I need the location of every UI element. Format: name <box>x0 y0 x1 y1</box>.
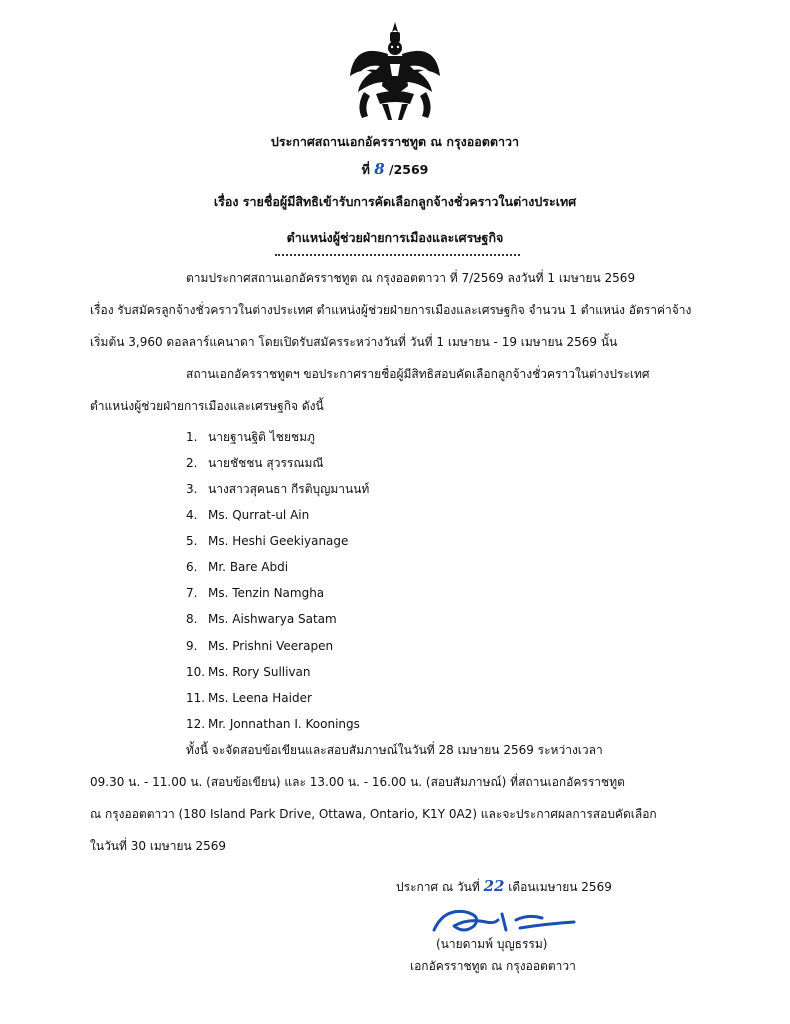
list-item: 8. Ms. Aishwarya Satam <box>186 612 337 626</box>
list-item: 5. Ms. Heshi Geekiyanage <box>186 534 349 548</box>
date-prefix: ประกาศ ณ วันที่ <box>396 880 480 894</box>
dotted-separator <box>275 254 520 256</box>
announcement-number <box>0 160 790 179</box>
signature-icon <box>424 900 594 940</box>
list-item: 3. นางสาวสุคนธา กีรติบุญมานนท์ <box>186 482 370 496</box>
number-prefix: ที่ <box>361 162 370 177</box>
para1-line2: เรื่อง รับสมัครลูกจ้างชั่วคราวในต่างประเทศ ตำแหน่งผู้ช่วยฝ่ายการเมืองและเศรษฐกิจ จำนวน 1 ตำแหน่ง อัตราค่าจ้าง <box>90 303 692 317</box>
para1-line1: ตามประกาศสถานเอกอัครราชทูต ณ กรุงออตตาวา ที่ 7/2569 ลงวันที่ 1 เมษายน 2569 <box>186 271 636 285</box>
subject-line-2: ตำแหน่งผู้ช่วยฝ่ายการเมืองและเศรษฐกิจ <box>286 230 504 245</box>
number-suffix: /2569 <box>389 162 429 177</box>
announcement-date <box>396 878 612 895</box>
date-suffix: เดือนเมษายน 2569 <box>508 880 612 894</box>
handwritten-day: 22 <box>483 877 505 895</box>
list-item: 12. Mr. Jonnathan I. Koonings <box>186 717 360 731</box>
announcement-title: ประกาศสถานเอกอัครราชทูต ณ กรุงออตตาวา <box>270 134 520 149</box>
para2-line2: ตำแหน่งผู้ช่วยฝ่ายการเมืองและเศรษฐกิจ ดังนี้ <box>90 399 324 413</box>
list-item: 7. Ms. Tenzin Namgha <box>186 586 325 600</box>
para3-line3: ณ กรุงออตตาวา (180 Island Park Drive, Ottawa, Ontario, K1Y 0A2) และจะประกาศผลการสอบคัดเลือก <box>90 807 657 821</box>
list-item: 2. นายชัชชน สุวรรณมณี <box>186 456 324 470</box>
list-item: 11. Ms. Leena Haider <box>186 691 312 705</box>
garuda-emblem-icon <box>346 20 444 124</box>
list-item: 9. Ms. Prishni Veerapen <box>186 639 334 653</box>
list-item: 4. Ms. Qurrat-ul Ain <box>186 508 310 522</box>
list-item: 6. Mr. Bare Abdi <box>186 560 289 574</box>
subject-line-1: เรื่อง รายชื่อผู้มีสิทธิเข้ารับการคัดเลือกลูกจ้างชั่วคราวในต่างประเทศ <box>213 194 577 209</box>
handwritten-number: 8 <box>374 160 385 178</box>
list-item: 10. Ms. Rory Sullivan <box>186 665 311 679</box>
list-item: 1. นายฐานฐิติ ไชยชมภู <box>186 430 315 444</box>
para3-line2: 09.30 น. - 11.00 น. (สอบข้อเขียน) และ 13.00 น. - 16.00 น. (สอบสัมภาษณ์) ที่สถานเอกอัครราชทูต <box>90 775 625 789</box>
para1-line3: เริ่มต้น 3,960 ดอลลาร์แคนาดา โดยเปิดรับสมัครระหว่างวันที่ วันที่ 1 เมษายน - 19 เมษายน 2569 นั้น <box>90 335 618 349</box>
para2-line1: สถานเอกอัครราชทูตฯ ขอประกาศรายชื่อผู้มีสิทธิสอบคัดเลือกลูกจ้างชั่วคราวในต่างประเทศ <box>186 367 650 381</box>
signer-title: เอกอัครราชทูต ณ กรุงออตตาวา <box>410 959 576 973</box>
para3-line4: ในวันที่ 30 เมษายน 2569 <box>90 839 227 853</box>
para3-line1: ทั้งนี้ จะจัดสอบข้อเขียนและสอบสัมภาษณ์ในวันที่ 28 เมษายน 2569 ระหว่างเวลา <box>186 743 603 757</box>
signer-name: (นายดามพ์ บุญธรรม) <box>436 937 548 951</box>
